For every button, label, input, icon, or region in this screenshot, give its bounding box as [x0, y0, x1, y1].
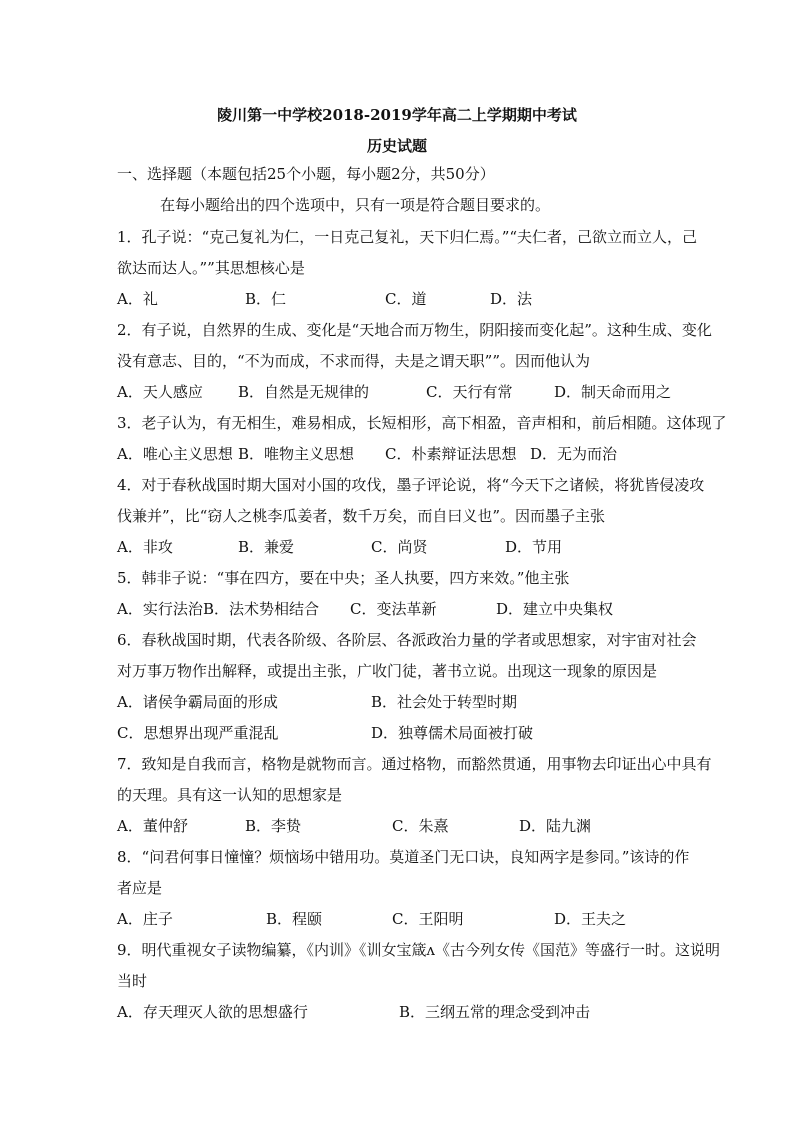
question-5-option-c: C．变法革新	[350, 600, 437, 618]
question-5-option-d: D．建立中央集权	[496, 600, 614, 618]
question-7-option-d: D．陆九渊	[519, 817, 592, 835]
question-6-stem-line-1: 6．春秋战国时期，代表各阶级、各阶层、各派政治力量的学者或思想家，对宇宙对社会	[117, 631, 697, 649]
question-1-stem-line-2: 欲达而达人。””其思想核心是	[117, 259, 305, 277]
question-4-option-c: C．尚贤	[371, 538, 428, 556]
question-2-option-c: C．天行有常	[426, 383, 513, 401]
question-6-stem-line-2: 对万事万物作出解释，或提出主张，广收门徒，著书立说。出现这一现象的原因是	[117, 662, 658, 680]
question-2-option-a: A．天人感应	[117, 383, 203, 401]
question-8-option-a: A．庄子	[117, 910, 173, 928]
question-2-stem-line-2: 没有意志、目的，“不为而成，不求而得，夫是之谓天职””。因而他认为	[117, 352, 591, 370]
question-3-option-c: C．朴素辩证法思想	[385, 445, 517, 463]
question-4-option-d: D．节用	[505, 538, 563, 556]
question-3-option-b: B．唯物主义思想	[238, 445, 355, 463]
question-1-stem-line-1: 1．孔子说：“克己复礼为仁，一日克己复礼，天下归仁焉。”“夫仁者，己欲立而立人，己	[117, 228, 698, 246]
question-1-option-d: D．法	[490, 290, 533, 308]
question-9-stem-line-2: 当时	[117, 972, 148, 990]
question-7-option-c: C．朱熹	[392, 817, 449, 835]
question-6-option-a: A．诸侯争霸局面的形成	[117, 693, 278, 711]
question-6-option-d: D．独尊儒术局面被打破	[371, 724, 534, 742]
question-4-stem-line-2: 伐兼并”，比“窃人之桃李瓜姜者，数千万矣，而自曰义也”。因而墨子主张	[117, 507, 606, 525]
question-8-option-c: C．王阳明	[392, 910, 464, 928]
question-6-option-b: B．社会处于转型时期	[371, 693, 518, 711]
question-1-option-c: C．道	[385, 290, 427, 308]
question-4-option-b: B．兼爱	[238, 538, 295, 556]
page-subtitle: 历史试题	[366, 137, 427, 155]
question-3-option-a: A．唯心主义思想	[117, 445, 233, 463]
question-6-option-c: C．思想界出现严重混乱	[117, 724, 279, 742]
question-9-option-b: B．三纲五常的理念受到冲击	[399, 1003, 591, 1021]
section-instruction: 在每小题给出的四个选项中，只有一项是符合题目要求的。	[160, 196, 551, 214]
question-9-stem-line-1: 9．明代重视女子读物编纂，《内训》《训女宝箴ʌ《古今列女传《国范》等盛行一时。这说明	[117, 941, 721, 959]
question-8-stem-line-2: 者应是	[117, 879, 163, 897]
question-5-option-a: A．实行法治	[117, 600, 203, 618]
page-title: 陵川第一中学校2018-2019学年高二上学期期中考试	[217, 106, 577, 124]
question-7-option-a: A．董仲舒	[117, 817, 188, 835]
question-9-option-a: A．存天理灭人欲的思想盛行	[117, 1003, 308, 1021]
question-7-stem-line-2: 的天理。具有这一认知的思想家是	[117, 786, 343, 804]
question-8-stem-line-1: 8．“问君何事日憧憧？烦恼场中错用功。莫道圣门无口诀，良知两字是参同。”该诗的作	[117, 848, 690, 866]
question-4-option-a: A．非攻	[117, 538, 173, 556]
question-8-option-b: B．程颐	[266, 910, 323, 928]
question-2-option-b: B．自然是无规律的	[238, 383, 370, 401]
question-5-option-b: B．法术势相结合	[203, 600, 320, 618]
question-1-option-b: B．仁	[245, 290, 287, 308]
question-1-option-a: A．礼	[117, 290, 158, 308]
question-4-stem-line-1: 4．对于春秋战国时期大国对小国的攻伐，墨子评论说，将“今天下之诸候，将犹皆侵凌攻	[117, 476, 705, 494]
question-7-option-b: B．李贽	[245, 817, 302, 835]
question-7-stem-line-1: 7．致知是自我而言，格物是就物而言。通过格物，而豁然贯通，用事物去印证出心中具有	[117, 755, 712, 773]
question-2-option-d: D．制天命而用之	[554, 383, 672, 401]
question-3-stem-line-1: 3．老子认为，有无相生，难易相成，长短相形，高下相盈，音声相和，前后相随。这体现了	[117, 414, 727, 432]
question-8-option-d: D．王夫之	[554, 910, 627, 928]
question-3-option-d: D．无为而治	[530, 445, 618, 463]
question-5-stem-line-1: 5．韩非子说：“事在四方，要在中央；圣人执要，四方来效。”他主张	[117, 569, 570, 587]
question-2-stem-line-1: 2．有子说，自然界的生成、变化是“天地合而万物生，阴阳接而变化起”。这种生成、变化	[117, 321, 712, 339]
section-heading: 一、选择题（本题包括25个小题，每小题2分，共50分）	[117, 165, 495, 183]
